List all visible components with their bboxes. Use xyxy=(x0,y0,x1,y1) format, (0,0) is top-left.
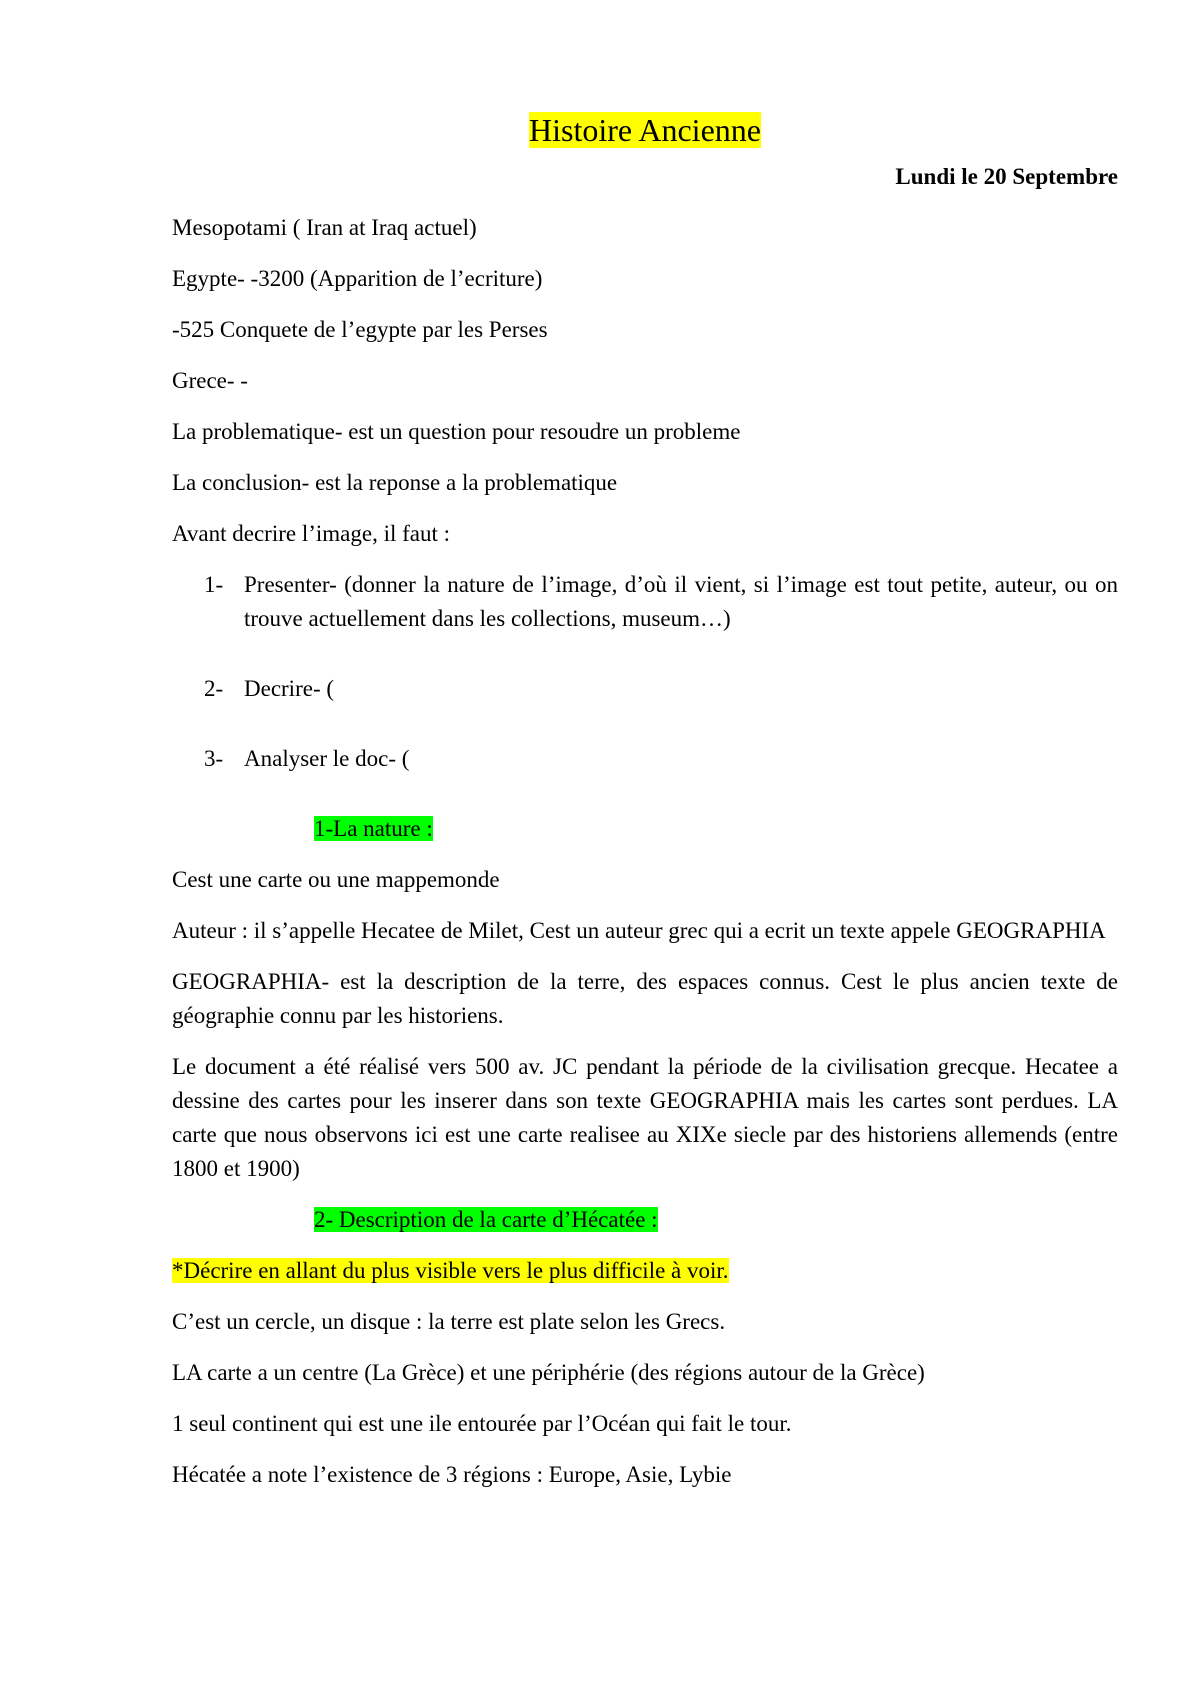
section1-paragraph: Auteur : il s’appelle Hecatee de Milet, Cest un auteur grec qui a ecrit un texte appele GEOGRAPHIA xyxy=(172,918,1106,943)
line-conquete: -525 Conquete de l’egypte par les Perses xyxy=(172,317,548,342)
step-text: Analyser le doc- ( xyxy=(244,746,410,771)
section2-paragraph: LA carte a un centre (La Grèce) et une périphérie (des régions autour de la Grèce) xyxy=(172,1360,925,1385)
line-egypte: Egypte- -3200 (Apparition de l’ecriture) xyxy=(172,266,543,291)
list-item xyxy=(172,672,1118,706)
section1-paragraph: Cest une carte ou une mappemonde xyxy=(172,867,500,892)
document-page xyxy=(172,108,1118,1509)
section1-paragraph: GEOGRAPHIA- est la description de la terre, des espaces connus. Cest le plus ancien texte de géographie connu par les historiens. xyxy=(172,969,1118,1028)
line-avant-decrire: Avant decrire l’image, il faut : xyxy=(172,521,451,546)
section2-paragraph: Hécatée a note l’existence de 3 régions : Europe, Asie, Lybie xyxy=(172,1462,732,1487)
section2-heading-text: 2- Description de la carte d’Hécatée : xyxy=(314,1207,658,1232)
section1-paragraph: Le document a été réalisé vers 500 av. JC pendant la période de la civilisation grecque. Hecatee a dessine des cartes pour les inserer dans son texte GEOGRAPHIA mais les cartes sont perdues. LA carte que nous observons ici est une carte realisee au XIXe siecle par des historiens allemends (entre 1800 et 1900) xyxy=(172,1054,1118,1181)
line-conclusion: La conclusion- est la reponse a la problematique xyxy=(172,470,618,495)
document-date: Lundi le 20 Septembre xyxy=(895,164,1118,189)
step-number: 1- xyxy=(204,572,224,597)
steps-list xyxy=(172,568,1118,776)
step-text: Decrire- ( xyxy=(244,676,335,701)
section2-paragraph: C’est un cercle, un disque : la terre est plate selon les Grecs. xyxy=(172,1309,726,1334)
list-item xyxy=(172,742,1118,776)
section2-instruction xyxy=(172,1254,1118,1288)
step-text: Presenter- (donner la nature de l’image, d’où il vient, si l’image est tout petite, auteur, ou on trouve actuellement dans les collections, museum…) xyxy=(244,572,1118,631)
step-number: 2- xyxy=(204,676,224,701)
line-mesopotamie: Mesopotami ( Iran at Iraq actuel) xyxy=(172,215,477,240)
title-text: Histoire Ancienne xyxy=(529,112,761,148)
section2-paragraph: 1 seul continent qui est une ile entourée par l’Océan qui fait le tour. xyxy=(172,1411,792,1436)
section2-heading xyxy=(172,1203,1118,1237)
line-grece: Grece- - xyxy=(172,368,248,393)
section1-heading-text: 1-La nature : xyxy=(314,816,433,841)
line-problematique: La problematique- est un question pour resoudre un probleme xyxy=(172,419,741,444)
section1-heading xyxy=(172,812,1118,846)
document-title xyxy=(172,108,1118,152)
step-number: 3- xyxy=(204,746,224,771)
list-item xyxy=(172,568,1118,636)
instruction-text: *Décrire en allant du plus visible vers le plus difficile à voir. xyxy=(172,1258,729,1283)
